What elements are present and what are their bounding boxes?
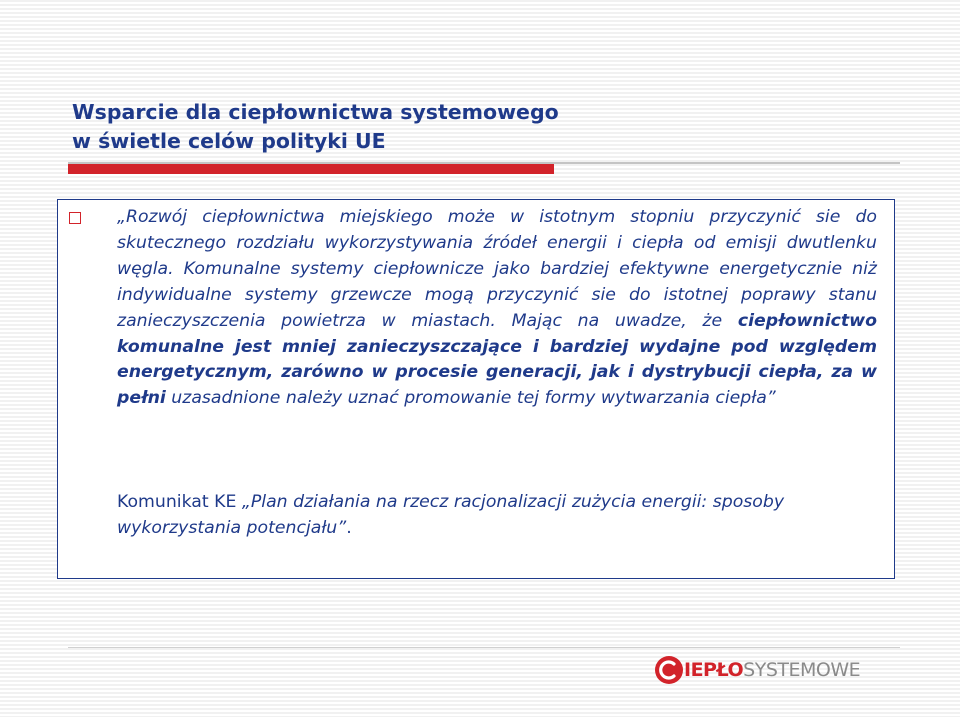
square-bullet-icon <box>69 212 81 224</box>
source-paragraph <box>117 490 877 542</box>
quote-text-emphasis: ciepłownictwo komunalne jest mniej zanieczyszczające i bardziej wydajne pod względem energetycznym, zarówno w procesie generacji, jak i dystrybucji ciepła, za w pełni <box>117 310 877 409</box>
title-line-2: w świetle celów polityki UE <box>72 129 386 153</box>
title-accent-bar <box>68 164 554 174</box>
quote-paragraph <box>117 205 877 412</box>
logo-text-cieplo: IEPŁO <box>684 659 744 681</box>
quote-text-start: „Rozwój ciepłownictwa miejskiego może w istotnym stopniu przyczynić sie do skutecznego rozdziału wykorzystywania źródeł energii i ciepła od emisji dwutlenku węgla. Komunalne systemy ciepłownicze jako bardziej efektywne energetycznie niż indywidualne systemy grzewcze mogą przyczynić sie do istotnej poprawy stanu zanieczyszczenia powietrza w miastach. Mając na uwadze, że <box>117 207 877 331</box>
logo-text-systemowe: SYSTEMOWE <box>743 659 861 681</box>
quote-text-end: uzasadnione należy uznać promowanie tej formy wytwarzania ciepła” <box>165 388 776 409</box>
page-title <box>72 98 559 156</box>
footer-divider <box>68 647 900 648</box>
source-prefix: Komunikat KE <box>117 492 242 512</box>
source-suffix: . <box>346 517 352 538</box>
title-line-1: Wsparcie dla ciepłownictwa systemowego <box>72 100 559 124</box>
source-title: „Plan działania na rzecz racjonalizacji zużycia energii: sposoby wykorzystania potencjału” <box>117 492 785 538</box>
cieplo-systemowe-logo <box>655 652 895 688</box>
cieplo-systemowe-logo-icon <box>655 656 683 684</box>
